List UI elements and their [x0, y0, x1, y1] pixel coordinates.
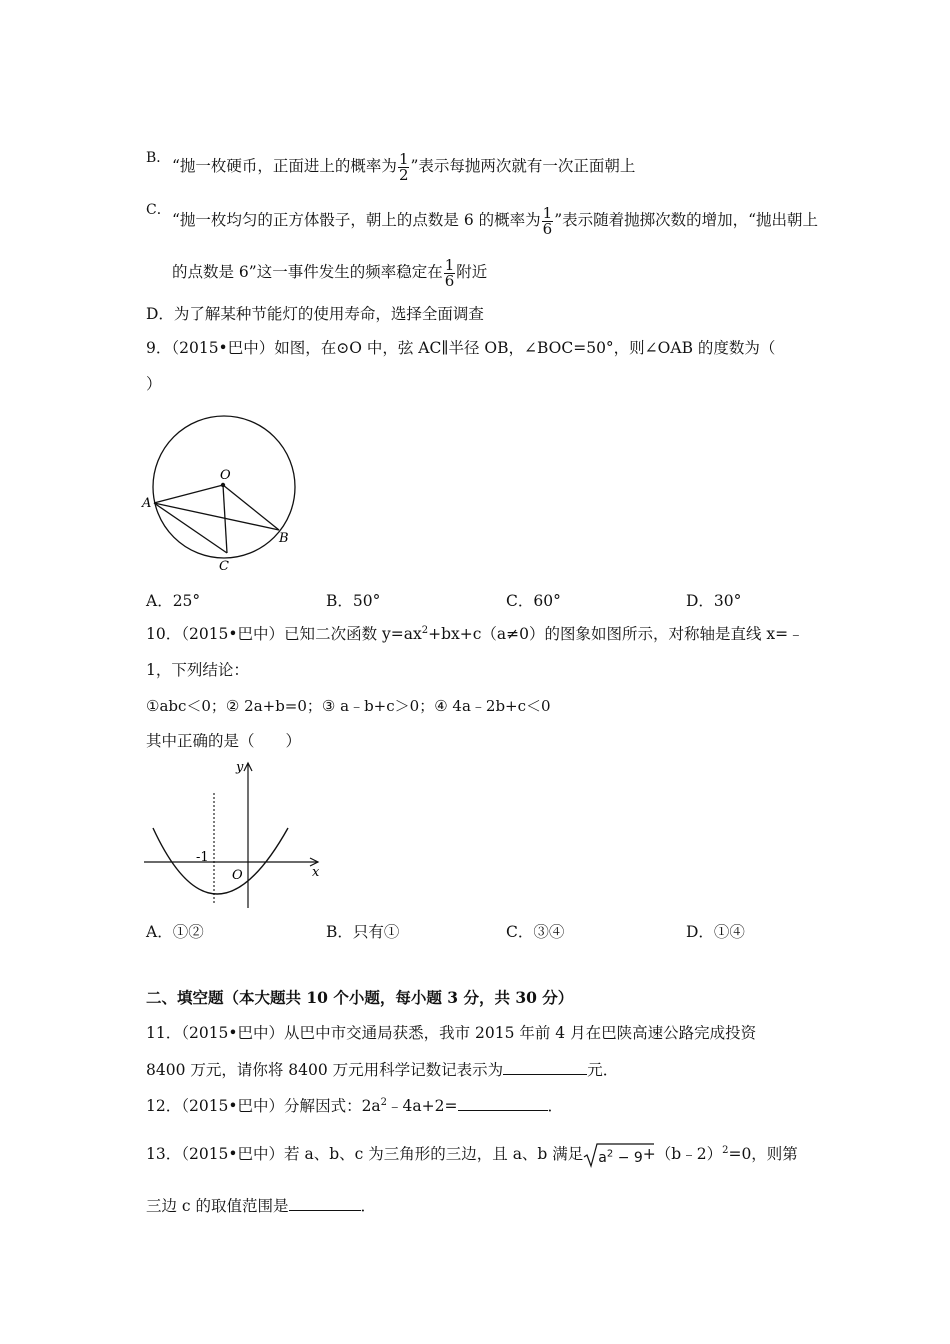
parabola-curve: [153, 828, 288, 894]
label-origin: O: [232, 868, 243, 883]
q8-c-line2-post: 附近: [456, 263, 488, 281]
label-o: O: [220, 468, 231, 483]
q8-b-text-pre: “抛一枚硬币，正面进上的概率为: [172, 157, 397, 175]
q8-c-text-pre: “抛一枚均匀的正方体骰子，朝上的点数是 6 的概率为: [172, 211, 541, 229]
q13-line1-pre: 13．（2015•巴中）若 a、b、c 为三角形的三边，且 a、b 满足: [146, 1145, 584, 1163]
q11-answer-blank[interactable]: [503, 1060, 587, 1075]
q12-text-pre: 12．（2015•巴中）分解因式：2a: [146, 1097, 381, 1115]
q13-line1-post-a: +（b﹣2）: [642, 1145, 723, 1163]
q8-c-frac-num: 1: [542, 203, 553, 222]
q9-option-c: C．60°: [506, 592, 561, 610]
q13-line2-pre: 三边 c 的取值范围是: [146, 1197, 289, 1215]
q13-sqrt-sup: 2: [606, 1148, 614, 1160]
q9-stem-line1: 9．（2015•巴中）如图，在⊙O 中，弦 AC∥半径 OB，∠BOC=50°，则∠OAB 的度数为（: [146, 339, 776, 357]
q8-c-frac-den: 6: [542, 219, 553, 238]
q8-option-c-line2: [172, 254, 487, 290]
q10-option-b: B．只有①: [326, 923, 400, 941]
q10-line1-sup: 2: [421, 624, 429, 636]
q8-option-c-line1: [172, 202, 818, 238]
label-x: x: [312, 865, 320, 880]
q12-text-mid: ﹣4a+2=: [387, 1097, 458, 1115]
circle-o: [153, 416, 295, 558]
q8-b-fraction: [398, 149, 410, 184]
q13-sqrt-expression: [583, 1142, 643, 1168]
label-a: A: [142, 496, 152, 511]
label-b: B: [279, 531, 289, 546]
q10-line1-pre: 10．（2015•巴中）已知二次函数 y=ax: [146, 625, 422, 643]
q10-line1-post: +bx+c（a≠0）的图象如图所示，对称轴是直线 x=﹣: [428, 625, 804, 643]
segment-oa: [154, 485, 223, 503]
q10-conclusions: ①abc＜0；② 2a+b=0；③ a﹣b+c＞0；④ 4a﹣2b+c＜0: [146, 697, 551, 715]
q8-c-fraction-2: [444, 255, 456, 290]
q10-option-c: C．③④: [506, 923, 565, 941]
q10-stem-line4: 其中正确的是（ ）: [146, 732, 302, 750]
section-heading-fill-in: 二、填空题（本大题共 10 个小题，每小题 3 分，共 30 分）: [146, 988, 574, 1007]
q10-stem-line2: 1，下列结论：: [146, 661, 249, 679]
q11-stem-line1: 11．（2015•巴中）从巴中市交通局获悉，我市 2015 年前 4 月在巴陕高速公路完成投资: [146, 1024, 757, 1042]
q12-answer-blank[interactable]: [458, 1096, 548, 1111]
q8-c-text-post: ”表示随着抛掷次数的增加，“抛出朝上: [554, 211, 819, 229]
q12-sup: 2: [380, 1096, 388, 1108]
q8-b-text-post: ”表示每抛两次就有一次正面朝上: [410, 157, 636, 175]
segment-ob: [223, 485, 279, 530]
q11-line2-post: 元．: [587, 1061, 619, 1079]
q8-c2-frac-den: 6: [444, 271, 455, 290]
center-point: [221, 483, 225, 487]
q13-answer-blank[interactable]: [289, 1196, 361, 1211]
q9-option-a: A．25°: [146, 592, 201, 610]
q12-text-post: ．: [547, 1097, 564, 1115]
q8-option-d: D．为了解某种节能灯的使用寿命，选择全面调查: [146, 305, 484, 323]
q11-stem-line2: [146, 1060, 618, 1080]
q8-option-b-label: B．: [146, 150, 171, 166]
q10-option-a: A．①②: [146, 923, 204, 941]
label-y: y: [236, 760, 244, 775]
label-minus-one: -1: [196, 850, 209, 865]
q13-line1-sup: 2: [722, 1144, 729, 1156]
q13-stem-line2: [146, 1196, 376, 1216]
q13-sqrt-a: a: [598, 1150, 607, 1166]
q8-c-line2-pre: 的点数是 6”这一事件发生的频率稳定在: [172, 263, 443, 281]
q9-circle-figure: [140, 405, 305, 580]
q11-line2-pre: 8400 万元，请你将 8400 万元用科学记数记表示为: [146, 1061, 504, 1079]
q13-stem-line1: [146, 1139, 798, 1169]
q13-line2-post: ．: [360, 1197, 377, 1215]
sqrt-radical-icon: [583, 1142, 655, 1168]
q13-sqrt-rest: − 9: [613, 1150, 643, 1166]
q8-option-b: [172, 148, 635, 184]
q12-stem: [146, 1096, 563, 1116]
q8-c-fraction: [542, 203, 554, 238]
label-c: C: [219, 559, 229, 574]
q8-option-c-label: C．: [146, 202, 171, 218]
q8-c2-frac-num: 1: [444, 255, 455, 274]
q13-line1-post-b: =0，则第: [728, 1145, 798, 1163]
q10-option-d: D．①④: [686, 923, 745, 941]
q9-stem-line2: ）: [146, 375, 162, 393]
q9-option-d: D．30°: [686, 592, 742, 610]
q10-parabola-figure: [140, 755, 330, 915]
q9-option-b: B．50°: [326, 592, 381, 610]
q10-stem-line1: [146, 624, 804, 644]
q8-b-frac-num: 1: [398, 149, 409, 168]
q8-b-frac-den: 2: [398, 165, 409, 184]
